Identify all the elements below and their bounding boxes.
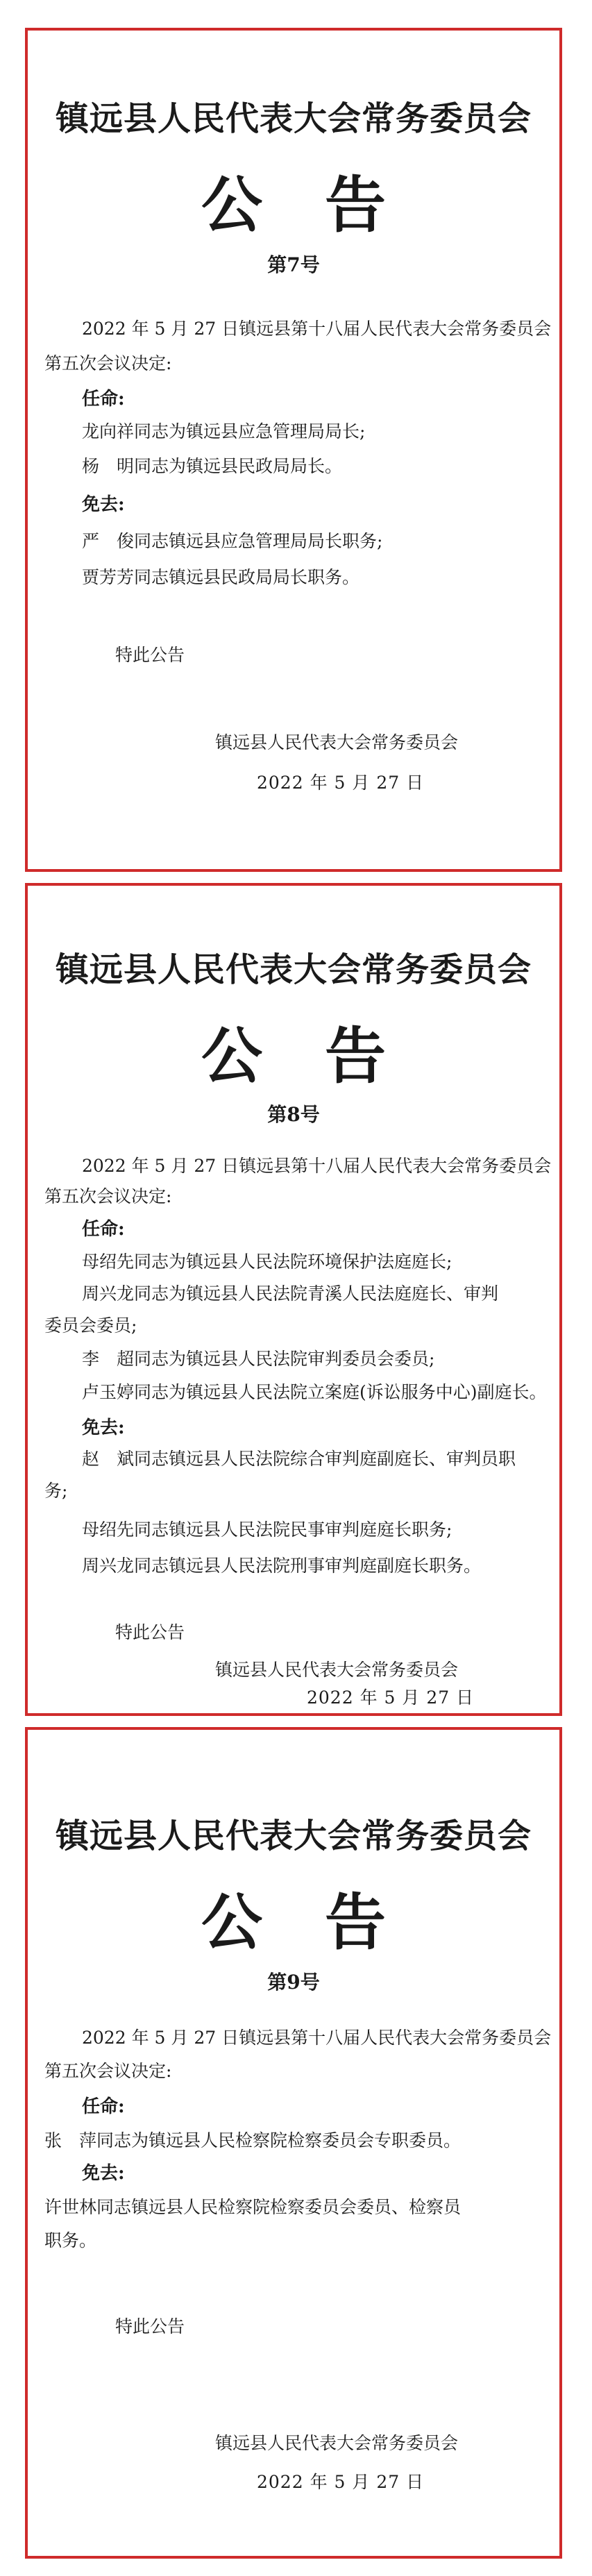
appoint-item: 周兴龙同志为镇远县人民法院青溪人民法庭庭长、审判 — [82, 1283, 499, 1304]
notice-8 — [25, 883, 562, 1716]
closing-text: 特此公告 — [115, 645, 185, 665]
signature: 镇远县人民代表大会常务委员会 — [215, 2433, 459, 2453]
signature: 镇远县人民代表大会常务委员会 — [215, 732, 459, 752]
intro-line-1: 2022 年 5 月 27 日镇远县第十八届人民代表大会常务委员会 — [82, 319, 552, 339]
intro-line-2: 第五次会议决定: — [44, 2061, 172, 2081]
dismiss-item: 许世林同志镇远县人民检察院检察委员会委员、检察员 — [44, 2197, 462, 2217]
appoint-label: 任命: — [82, 2096, 125, 2117]
dismiss-item: 贾芳芳同志镇远县民政局局长职务。 — [82, 567, 360, 587]
intro-line-2: 第五次会议决定: — [44, 1186, 172, 1206]
appoint-item: 李 超同志为镇远县人民法院审判委员会委员; — [82, 1349, 435, 1369]
notice-date: 2022 年 5 月 27 日 — [307, 1687, 475, 1708]
dismiss-label: 免去: — [82, 1417, 125, 1438]
closing-text: 特此公告 — [115, 1622, 185, 1642]
appoint-label: 任命: — [82, 389, 125, 410]
dismiss-item: 职务。 — [44, 2230, 97, 2250]
dismiss-item: 赵 斌同志镇远县人民法院综合审判庭副庭长、审判员职 — [82, 1449, 516, 1469]
appoint-item: 卢玉婷同志为镇远县人民法院立案庭(诉讼服务中心)副庭长。 — [82, 1382, 547, 1402]
dismiss-label: 免去: — [82, 494, 125, 515]
dismiss-item: 务; — [44, 1481, 68, 1501]
notice-9 — [25, 1727, 562, 2559]
dismiss-label: 免去: — [82, 2163, 125, 2184]
appoint-item: 张 萍同志为镇远县人民检察院检察委员会专职委员。 — [44, 2130, 462, 2150]
notice-number: 第9号 — [267, 1971, 320, 1994]
appoint-item: 母绍先同志为镇远县人民法院环境保护法庭庭长; — [82, 1252, 453, 1272]
notice-7 — [25, 28, 562, 872]
dismiss-item: 严 俊同志镇远县应急管理局局长职务; — [82, 531, 383, 551]
closing-text: 特此公告 — [115, 2316, 185, 2337]
notice-date: 2022 年 5 月 27 日 — [257, 2472, 425, 2492]
appoint-item: 杨 明同志为镇远县民政局局长。 — [82, 456, 343, 476]
signature: 镇远县人民代表大会常务委员会 — [215, 1660, 459, 1680]
appoint-label: 任命: — [82, 1219, 125, 1240]
dismiss-item: 周兴龙同志镇远县人民法院刑事审判庭副庭长职务。 — [82, 1556, 482, 1576]
intro-line-1: 2022 年 5 月 27 日镇远县第十八届人民代表大会常务委员会 — [82, 2028, 552, 2048]
intro-line-2: 第五次会议决定: — [44, 353, 172, 373]
appoint-item: 委员会委员; — [44, 1315, 137, 1336]
org-title: 镇远县人民代表大会常务委员会 — [55, 1817, 532, 1855]
appoint-item: 龙向祥同志为镇远县应急管理局局长; — [82, 421, 366, 441]
intro-line-1: 2022 年 5 月 27 日镇远县第十八届人民代表大会常务委员会 — [82, 1156, 552, 1176]
org-title: 镇远县人民代表大会常务委员会 — [55, 950, 532, 989]
org-title: 镇远县人民代表大会常务委员会 — [55, 99, 532, 138]
notice-date: 2022 年 5 月 27 日 — [257, 773, 425, 793]
notice-heading: 公告 — [201, 169, 448, 241]
notice-heading: 公告 — [201, 1886, 448, 1958]
notice-number: 第7号 — [267, 253, 320, 276]
notice-number: 第8号 — [267, 1103, 320, 1126]
dismiss-item: 母绍先同志镇远县人民法院民事审判庭庭长职务; — [82, 1519, 453, 1540]
notice-heading: 公告 — [201, 1020, 448, 1092]
